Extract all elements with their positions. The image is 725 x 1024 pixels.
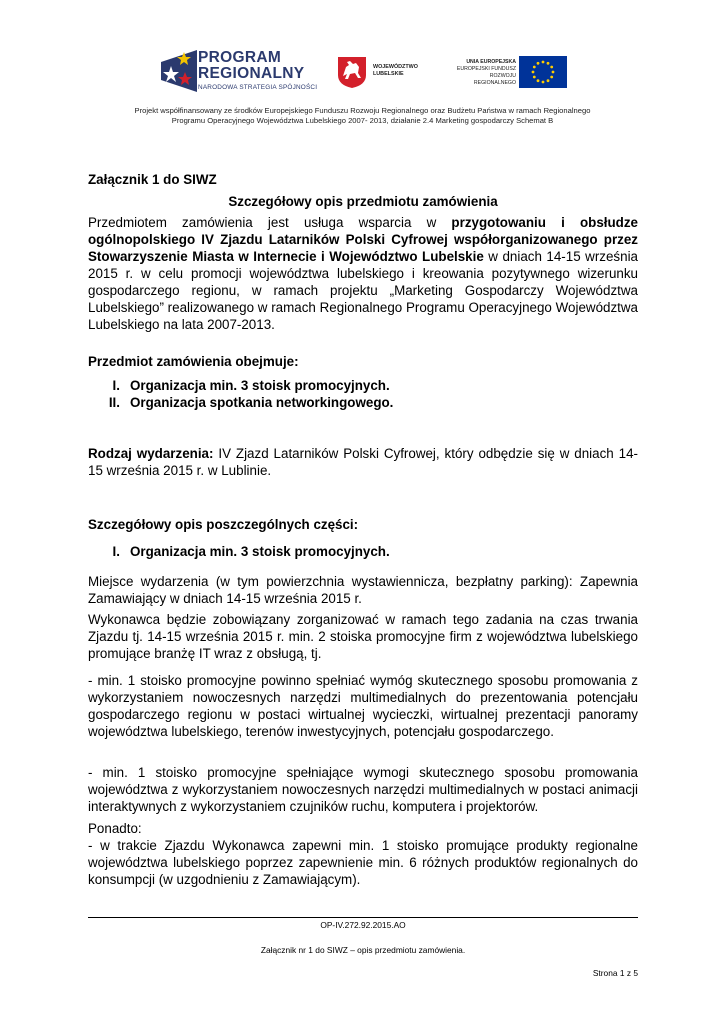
part-title: Organizacja min. 3 stoisk promocyjnych. — [130, 544, 390, 559]
requirement-paragraph-1: - min. 1 stoisko promocyjne powinno spełniać wymóg skutecznego sposobu promowania z wykorzystaniem nowoczesnych narzędzi multimedialnych do prezentowania potencjału gospodarczego regionu w postaci wirtualnej wycieczki, wirtualnej prezentacji panoramy województwa lubelskiego, terenów inwestycyjnych, potencjału gospodarczego. — [88, 673, 638, 739]
parts-heading: Szczegółowy opis poszczególnych części: — [88, 517, 359, 532]
footer-divider — [88, 917, 638, 918]
eu-logo-line2: EUROPEJSKI FUNDUSZ — [456, 66, 516, 72]
page-number: Strona 1 z 5 — [592, 968, 638, 978]
event-type-label: Rodzaj wydarzenia: — [88, 446, 214, 461]
cofinancing-note — [95, 106, 630, 126]
scope-item-number: I. — [112, 378, 120, 393]
scope-heading: Przedmiot zamówienia obejmuje: — [88, 354, 299, 369]
document-title: Szczegółowy opis przedmiotu zamówienia — [228, 194, 498, 209]
event-type-paragraph — [88, 445, 638, 479]
attachment-label: Załącznik 1 do SIWZ — [88, 172, 217, 187]
intro-text-a: Przedmiotem zamówienia jest usługa wsparcia w — [88, 215, 452, 230]
part-number: I. — [112, 544, 120, 559]
intro-text-c: w dniach 14-15 września 2015 r. w celu promocji województwa lubelskiego i kreowania pozytywnego wizerunku gospodarczego regionu, w ramach projektu „Marketing Gospodarczy Województwa Lubelskiego” realizowanego w ramach Regionalnego Programu Operacyjnego Województwa Lubelskiego na lata 2007-2013. — [88, 249, 638, 332]
scope-item-number: II. — [108, 395, 120, 410]
footer-attachment-note: Załącznik nr 1 do SIWZ – opis przedmiotu zamówienia. — [260, 945, 466, 955]
scope-item-text: Organizacja spotkania networkingowego. — [130, 395, 394, 410]
moreover-paragraph — [88, 820, 638, 888]
cofinancing-note-line2: Programu Operacyjnego Województwa Lubelskiego 2007- 2013, działanie 2.4 Marketing gospodarczy Schemat B — [171, 116, 554, 125]
cofinancing-note-line1: Projekt współfinansowany ze środków Europejskiego Funduszu Rozwoju Regionalnego oraz Budżetu Państwa w ramach Regionalnego — [134, 106, 591, 115]
eu-logo-text — [450, 59, 516, 87]
eu-flag — [519, 56, 567, 88]
coat-of-arms-icon — [336, 55, 368, 89]
eu-flag-icon — [519, 56, 567, 88]
wojewodztwo-logo-line2: LUBELSKIE — [373, 71, 404, 77]
event-type-text: IV Zjazd Latarników Polski Cyfrowej, który odbędzie się w dniach 14-15 września 2015 r. w Lublinie. — [88, 446, 639, 478]
program-logo-tagline: NARODOWA STRATEGIA SPÓJNOŚCI — [198, 84, 318, 91]
eu-logo-line1: UNIA EUROPEJSKA — [466, 59, 516, 65]
wojewodztwo-lubelskie-logo — [336, 55, 368, 94]
contractor-paragraph: Wykonawca będzie zobowiązany zorganizować w ramach tego zadania na czas trwania Zjazdu tj. 14-15 września 2015 r. min. 2 stoiska promocyjne firm z województwa lubelskiego promujące branżę IT wraz z obsługą, tj. — [88, 612, 638, 661]
eu-logo-line3: ROZWOJU REGIONALNEGO — [473, 73, 516, 86]
program-logo-line1: PROGRAM — [198, 49, 282, 66]
scope-item-text: Organizacja min. 3 stoisk promocyjnych. — [130, 378, 390, 393]
requirement-paragraph-2: - min. 1 stoisko promocyjne spełniające wymogi skutecznego sposobu promowania województwa z wykorzystaniem nowoczesnych narzędzi multimedialnych w postaci animacji interaktywnych z wykorzystaniem czujników ruchu, komputera i projektorów. — [88, 765, 638, 814]
program-logo-line2: REGIONALNY — [198, 65, 305, 82]
moreover-text: - w trakcie Zjazdu Wykonawca zapewni min. 1 stoisko promujące produkty regionalne województwa lubelskiego poprzez zapewnienie min. 6 różnych produktów regionalnych do konsumpcji (w uzgodnieniu z Zamawiającym). — [88, 838, 638, 887]
footer-reference-number: OP-IV.272.92.2015.AO — [320, 920, 406, 930]
intro-text-bold: przygotowaniu i obsłudze ogólnopolskiego IV Zjazdu Latarników Polski Cyfrowej współorganizowanego przez Stowarzyszenie Miasta w Internecie i Województwo Lubelskie — [88, 215, 638, 264]
venue-paragraph: Miejsce wydarzenia (w tym powierzchnia wystawiennicza, bezpłatny parking): Zapewnia Zamawiający w dniach 14-15 września 2015 r. — [88, 574, 638, 606]
stars-emblem-icon — [157, 44, 199, 96]
intro-paragraph — [88, 214, 638, 333]
moreover-label: Ponadto: — [88, 821, 142, 836]
wojewodztwo-logo-line1: WOJEWÓDZTWO — [373, 64, 418, 70]
